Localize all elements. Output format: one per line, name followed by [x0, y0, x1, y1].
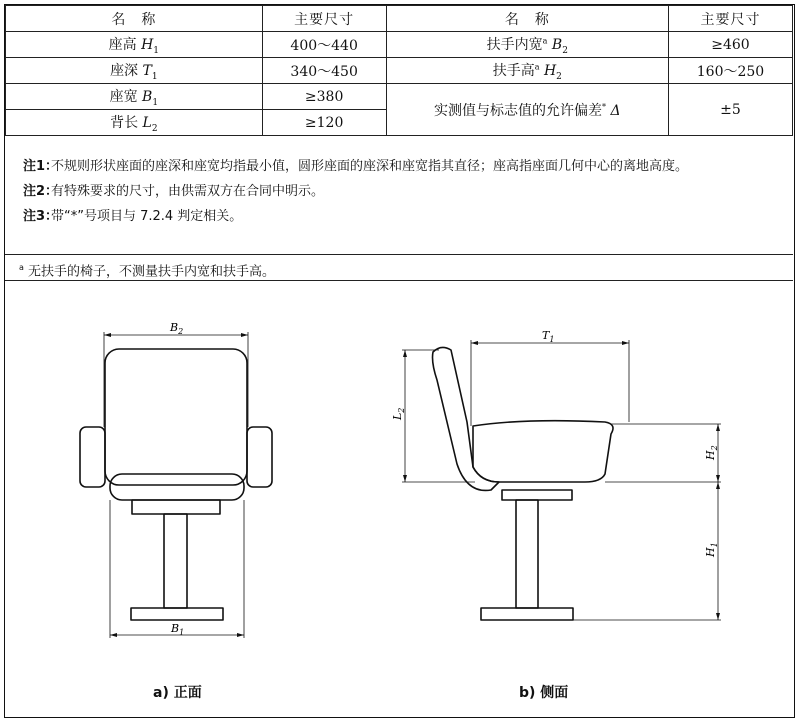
note-3: 注3： 带“*”号项目与 7.2.4 判定相关。 — [23, 209, 243, 224]
label-b1: $B_1$ — [171, 622, 185, 637]
table-row — [6, 84, 793, 110]
front-seat-support — [132, 500, 220, 514]
row-value: 160～250 — [669, 58, 793, 84]
row-value: ≥460 — [669, 32, 793, 58]
notes-section — [5, 156, 793, 228]
label-t1: $T_1$ — [542, 329, 555, 344]
caption-front: a) 正面 — [153, 685, 202, 701]
note-1: 注1： 不规则形状座面的座深和座宽均指最小值，圆形座面的座深和座宽指其直径；座高指座面几何中心的离地高度。 — [23, 159, 689, 174]
label-h2: $H_2$ — [704, 445, 719, 460]
front-base — [131, 608, 223, 620]
front-armrest-left — [80, 427, 105, 487]
front-backrest — [105, 349, 247, 485]
header-size-left: 主要尺寸 — [262, 6, 386, 32]
note-2: 注2： 有特殊要求的尺寸，由供需双方在合同中明示。 — [23, 184, 325, 199]
row-name: 扶手高$^a$ $H_2$ — [386, 58, 668, 84]
side-base — [481, 608, 573, 620]
front-seat — [110, 474, 244, 500]
side-backrest — [433, 347, 500, 490]
table-row — [6, 58, 793, 84]
row-value: ≥380 — [262, 84, 386, 110]
label-l2: $L_2$ — [391, 407, 406, 420]
side-seat-support — [502, 490, 572, 500]
row-name: 扶手内宽$^a$ $B_2$ — [386, 32, 668, 58]
row-value: 400～440 — [262, 32, 386, 58]
header-name-right: 名 称 — [386, 6, 668, 32]
front-armrest-right — [247, 427, 272, 487]
footnote: $^a$ 无扶手的椅子，不测量扶手内宽和扶手高。 — [5, 254, 793, 281]
row-name: 座深 $T_1$ — [6, 58, 263, 84]
table-header-row — [6, 6, 793, 32]
figure-frame — [4, 4, 795, 718]
row-value: ±5 — [669, 84, 793, 136]
row-name: 座高 $H_1$ — [6, 32, 263, 58]
row-value: ≥120 — [262, 110, 386, 136]
caption-side: b) 侧面 — [519, 685, 569, 701]
label-h1: $H_1$ — [704, 542, 719, 557]
front-view-drawing — [80, 349, 272, 620]
dimension-table — [5, 5, 793, 136]
side-view-drawing — [433, 347, 614, 620]
table-row — [6, 32, 793, 58]
front-post — [164, 514, 187, 608]
header-name-left: 名 称 — [6, 6, 263, 32]
row-name: 实测值与标志值的允许偏差* Δ — [386, 84, 668, 136]
label-b2: $B_2$ — [170, 321, 184, 336]
side-post — [516, 500, 538, 608]
row-name: 座宽 $B_1$ — [6, 84, 263, 110]
row-value: 340～450 — [262, 58, 386, 84]
header-size-right: 主要尺寸 — [669, 6, 793, 32]
chair-drawings — [5, 282, 793, 714]
row-name: 背长 $L_2$ — [6, 110, 263, 136]
side-seat — [473, 421, 613, 482]
